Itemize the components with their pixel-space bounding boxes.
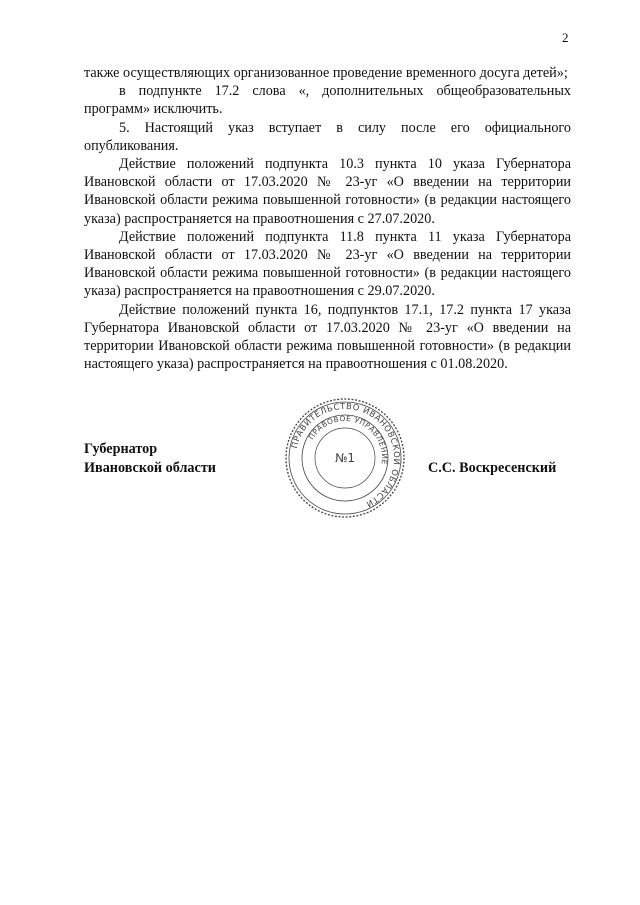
paragraph-5: Действие положений подпункта 11.8 пункта 11 указа Губернатора Ивановской области от 17.03.2020 № 23-уг «О введении на территории Ивановской области режима повышенной готовности» (в редакции настоящего указа) распространяется на правоотношения с 29.07.2020.: [84, 228, 571, 300]
signatory-position-line2: Ивановской области: [84, 460, 216, 476]
page-number: 2: [562, 30, 569, 45]
signatory-name: С.С. Воскресенский: [428, 460, 557, 476]
seal-inner-text: ПРАВОВОЕ УПРАВЛЕНИЕ: [306, 413, 390, 466]
signatory-position: [84, 440, 216, 478]
paragraph-2: в подпункте 17.2 слова «, дополнительных общеобразовательных программ» исключить.: [84, 83, 571, 118]
paragraph-1: также осуществляющих организованное проведение временного досуга детей»;: [84, 65, 568, 81]
paragraph-6: Действие положений пункта 16, подпунктов 17.1, 17.2 пункта 17 указа Губернатора Ивановской области от 17.03.2020 № 23-уг «О введении на территории Ивановской области режима повышенной готовности» (в редакции настоящего указа) распространяется на правоотношения с 01.08.2020.: [84, 301, 571, 373]
seal-center-number: №1: [334, 451, 356, 465]
document-body: [84, 64, 571, 373]
paragraph-4: Действие положений подпункта 10.3 пункта 10 указа Губернатора Ивановской области от 17.03.2020 № 23-уг «О введении на территории Ивановской области режима повышенной готовности» (в редакции настоящего указа) распространяется на правоотношения с 27.07.2020.: [84, 156, 571, 227]
official-seal: [280, 396, 410, 520]
signatory-position-line1: Губернатор: [84, 441, 158, 457]
seal-outer-text: ПРАВИТЕЛЬСТВО ИВАНОВСКОЙ ОБЛАСТИ: [289, 400, 403, 510]
paragraph-3: 5. Настоящий указ вступает в силу после его официального опубликования.: [84, 119, 571, 154]
seal-stamp-graphic: [280, 396, 410, 520]
